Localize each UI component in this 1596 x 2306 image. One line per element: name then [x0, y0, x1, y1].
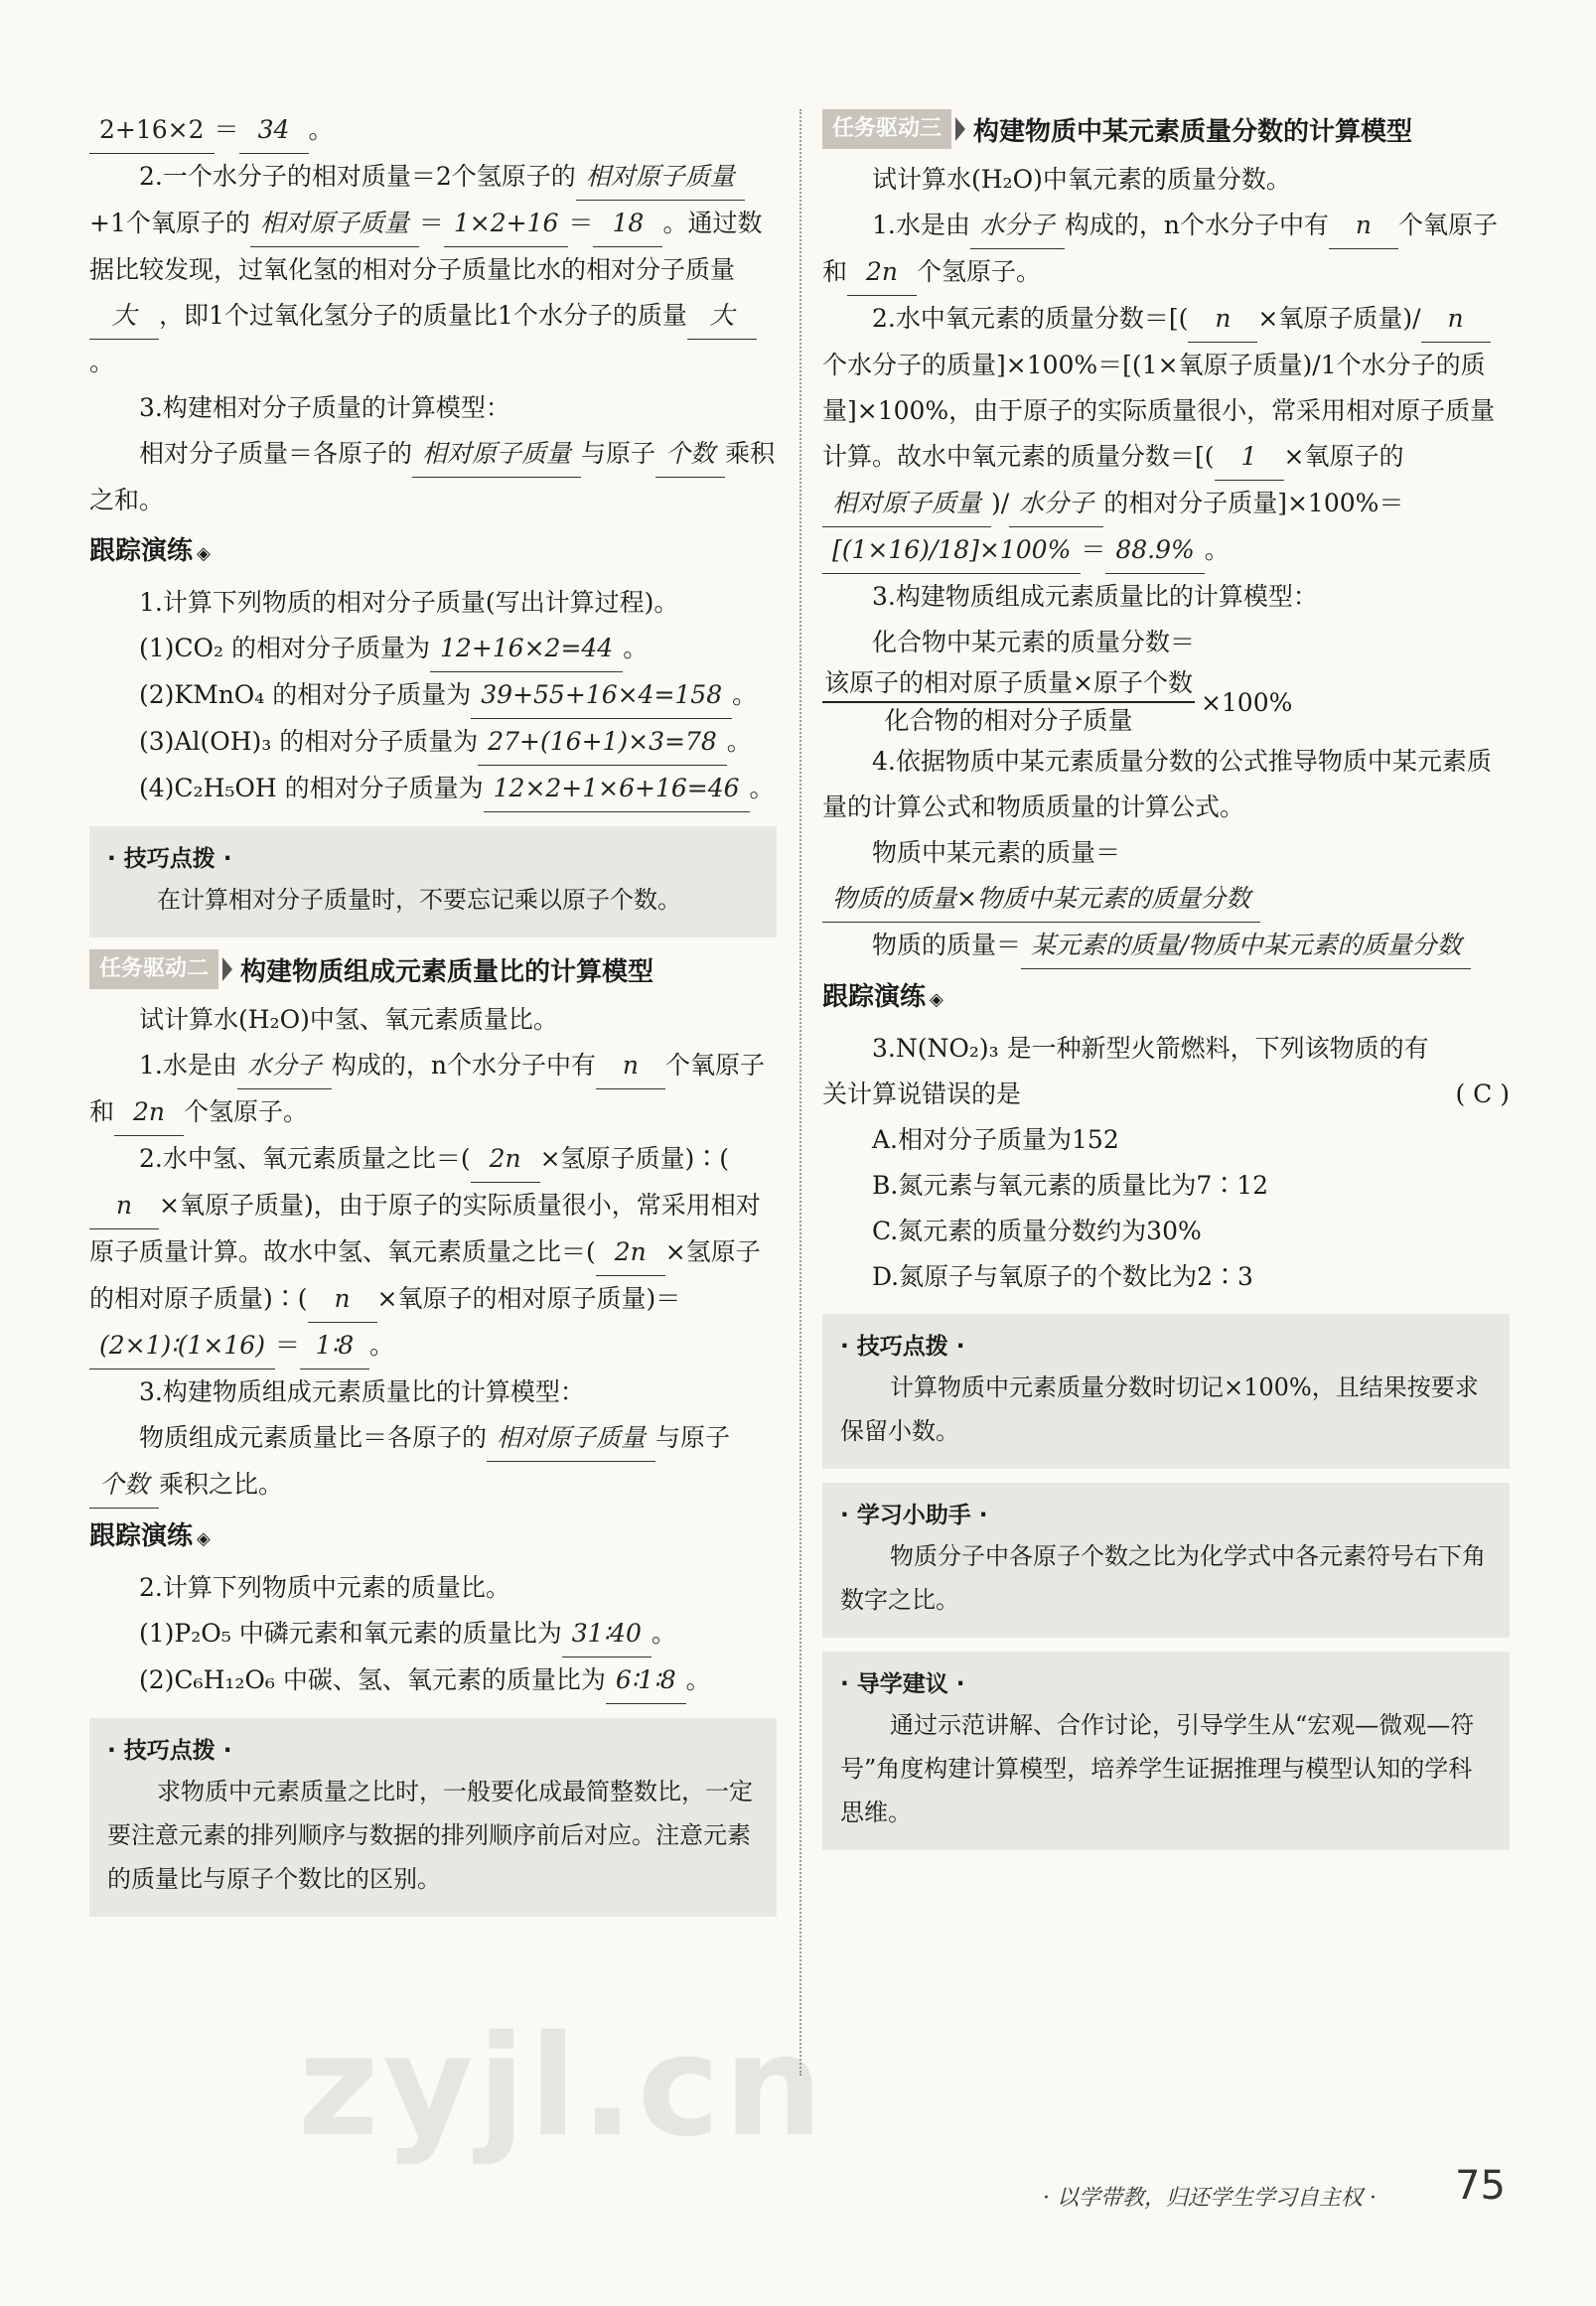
answer-blank: 2n	[471, 1136, 540, 1183]
answer-blank: 个数	[89, 1462, 159, 1509]
task-header-3	[822, 107, 1510, 151]
answer-blank: 大	[89, 293, 159, 340]
answer-blank: 1∶8	[300, 1323, 369, 1369]
text: 的相对分子质量]×100%＝	[1103, 489, 1404, 517]
track-heading-2	[89, 1516, 777, 1559]
text: ×氧原子的相对原子质量)＝	[376, 1284, 681, 1313]
substance-mass-formula	[822, 923, 1510, 969]
answer-blank: n	[1421, 296, 1491, 343]
question-3	[822, 1026, 1510, 1117]
answer-blank: n	[89, 1183, 159, 1229]
fraction	[822, 665, 1195, 739]
option-b: B.氮元素与氧元素的质量比为7∶12	[872, 1171, 1269, 1200]
text: (4)C₂H₅OH 的相对分子质量为	[139, 774, 484, 802]
answer-blank: n	[1188, 296, 1257, 343]
track-heading-1	[89, 531, 777, 574]
tip-box-5	[822, 1652, 1510, 1850]
text: 与原子	[581, 439, 656, 468]
text: ×氢原子的相对原子质量)∶(	[89, 1237, 761, 1313]
task3-step4: 4.依据物质中某元素质量分数的公式推导物质中某元素质量的计算公式和物质质量的计算公式。	[822, 747, 1492, 821]
paragraph-3: 3.构建相对分子质量的计算模型：	[139, 393, 510, 422]
tip-box-1	[89, 826, 777, 937]
answer-blank: 2+16×2	[89, 107, 215, 154]
text: ×氧原子质量)，由于原子的实际质量很小，常采用相对原子质量计算。故水中氢、氧元素质量之比＝(	[89, 1191, 761, 1266]
text: (2)C₆H₁₂O₆ 中碳、氢、氧元素的质量比为	[139, 1665, 606, 1694]
text: ，即1个过氧化氢分子的质量比1个水分子的质量	[159, 301, 687, 330]
question-1: 1.计算下列物质的相对分子质量(写出计算过程)。	[139, 588, 679, 617]
answer-blank: 相对原子质量	[250, 201, 419, 247]
text: 与原子	[655, 1423, 731, 1452]
fraction-numerator: 该原子的相对原子质量×原子个数	[822, 665, 1195, 703]
answer-blank: 12+16×2=44	[430, 626, 623, 672]
answer-blank: 个数	[655, 431, 725, 478]
task3-step2	[822, 296, 1510, 574]
tip-heading: · 技巧点拨 ·	[840, 1334, 965, 1360]
text: 2.水中氧元素的质量分数＝[(	[872, 304, 1189, 333]
answer-blank: 相对原子质量	[412, 431, 581, 478]
heading-text: 跟踪演练	[89, 536, 194, 566]
question-3-stem: 3.N(NO₂)₃ 是一种新型火箭燃料，下列该物质的有关计算说错误的是	[822, 1034, 1429, 1108]
task2-step1	[89, 1043, 777, 1136]
question-1-1: (1)CO₂ 的相对分子质量为 12+16×2=44 。	[89, 626, 777, 672]
text: 相对分子质量＝各原子的	[139, 439, 413, 468]
text: )/	[991, 489, 1010, 517]
text: ＝	[1081, 535, 1106, 564]
question-3-answer: ( C )	[1455, 1080, 1510, 1108]
task3-step3: 3.构建物质组成元素质量比的计算模型：	[872, 582, 1318, 611]
answer-blank: 水分子	[1009, 481, 1103, 527]
answer-blank: (2×1)∶(1×16)	[89, 1323, 275, 1369]
tip-text: 通过示范讲解、合作讨论，引导学生从“宏观—微观—符号”角度构建计算模型，培养学生证据推理与模型认知的学科思维。	[840, 1711, 1475, 1826]
model-formula-2	[89, 1415, 777, 1509]
diamond-icon: ◈	[197, 543, 211, 564]
tip-box-2	[89, 1718, 777, 1917]
paragraph-2	[89, 154, 777, 385]
tip-text: 求物质中元素质量之比时，一般要化成最简整数比，一定要注意元素的排列顺序与数据的排列顺序前后对应。注意元素的质量比与原子个数比的区别。	[107, 1778, 753, 1893]
track-heading-3	[822, 977, 1510, 1020]
text: ×氧原子质量)/	[1257, 304, 1421, 333]
task-title: 构建物质组成元素质量比的计算模型	[240, 956, 654, 987]
text: +1个氧原子的	[89, 209, 250, 237]
answer-blank: 2n	[114, 1089, 184, 1136]
tip-box-3	[822, 1314, 1510, 1469]
question-2-1: (1)P₂O₅ 中磷元素和氧元素的质量比为 31∶40 。	[89, 1611, 777, 1657]
text: 个氧原子和	[89, 1051, 765, 1126]
task-badge: 任务驱动二	[89, 949, 218, 989]
tip-heading: · 技巧点拨 ·	[107, 1738, 232, 1764]
element-mass-formula	[822, 830, 1510, 923]
task2-intro: 试计算水(H₂O)中氢、氧元素质量比。	[139, 1005, 558, 1034]
text: 2.水中氢、氧元素质量之比＝(	[139, 1144, 471, 1173]
text: 2.一个水分子的相对质量＝2个氢原子的	[139, 162, 576, 191]
question-1-2: (2)KMnO₄ 的相对分子质量为 39+55+16×4=158 。	[89, 672, 777, 719]
arrow-icon	[955, 117, 965, 141]
line1: 2+16×2 ＝ 34 。	[89, 107, 777, 154]
text: 物质中某元素的质量＝	[872, 838, 1121, 867]
text: (3)Al(OH)₃ 的相对分子质量为	[139, 727, 479, 756]
watermark: zyjl.cn	[298, 2006, 827, 2168]
task3-step3-formula-label: 化合物中某元素的质量分数＝	[872, 628, 1196, 656]
text: 。	[368, 1331, 394, 1360]
task3-intro: 试计算水(H₂O)中氧元素的质量分数。	[872, 165, 1291, 194]
diamond-icon: ◈	[930, 989, 943, 1010]
answer-blank: 18	[593, 201, 662, 247]
text: 。	[1204, 535, 1230, 564]
answer-blank: 相对原子质量	[576, 154, 745, 201]
answer-blank: 2n	[596, 1229, 665, 1276]
answer-blank: [(1×16)/18]×100%	[822, 527, 1081, 574]
answer-blank: 相对原子质量	[822, 481, 991, 527]
right-column	[822, 107, 1510, 1860]
answer-blank: n	[1329, 203, 1398, 249]
text: 物质的质量＝	[872, 931, 1022, 959]
text: 个氢原子。	[184, 1097, 309, 1126]
arrow-icon	[222, 957, 232, 981]
answer-blank: n	[596, 1043, 665, 1089]
heading-text: 跟踪演练	[822, 982, 927, 1012]
text: 个氢原子。	[917, 257, 1042, 286]
task2-step3: 3.构建物质组成元素质量比的计算模型：	[139, 1377, 585, 1406]
answer-blank: 31∶40	[562, 1611, 652, 1657]
question-2: 2.计算下列物质中元素的质量比。	[139, 1573, 510, 1602]
answer-blank: 1×2+16	[444, 201, 569, 247]
text: 构成的，n个水分子中有	[331, 1051, 596, 1080]
question-2-2: (2)C₆H₁₂O₆ 中碳、氢、氧元素的质量比为 6∶1∶8 。	[89, 1657, 777, 1704]
answer-blank: 相对原子质量	[487, 1415, 655, 1462]
tip-text: 物质分子中各原子个数之比为化学式中各元素符号右下角数字之比。	[840, 1542, 1486, 1614]
text: ＝	[568, 209, 594, 237]
answer-blank: 1	[1215, 434, 1284, 481]
tip-heading: · 学习小助手 ·	[840, 1503, 988, 1528]
text: ＝	[418, 209, 444, 237]
answer-blank: 水分子	[970, 203, 1065, 249]
tip-heading: · 技巧点拨 ·	[107, 846, 232, 872]
task-header-2	[89, 947, 777, 991]
answer-blank: 39+55+16×4=158	[471, 672, 732, 719]
text: (2)KMnO₄ 的相对分子质量为	[139, 680, 472, 709]
text: 。通过数据比较发现，过氧化氢的相对分子质量比水的相对分子质量	[89, 209, 763, 284]
answer-blank: 水分子	[237, 1043, 332, 1089]
option-c: C.氮元素的质量分数约为30%	[872, 1217, 1202, 1245]
answer-blank: 某元素的质量/物质中某元素的质量分数	[1021, 923, 1471, 969]
fraction-multiplier: ×100%	[1200, 687, 1293, 717]
left-column	[89, 107, 777, 1927]
answer-blank: 2n	[847, 249, 917, 296]
answer-blank: 88.9%	[1105, 527, 1204, 574]
tip-box-4	[822, 1483, 1510, 1638]
mass-fraction-formula	[822, 665, 1510, 739]
diamond-icon: ◈	[197, 1528, 211, 1549]
task-title: 构建物质中某元素质量分数的计算模型	[973, 116, 1413, 147]
option-d: D.氮原子与氧原子的个数比为2∶3	[872, 1262, 1253, 1291]
text: ×氢原子质量)∶(	[539, 1144, 730, 1173]
text: 乘积之和。	[89, 439, 776, 514]
text: ×氧原子的	[1283, 442, 1404, 471]
task2-step2	[89, 1136, 777, 1369]
text: 1.水是由	[139, 1051, 237, 1080]
text: 个水分子的质量]×100%＝[(1×氧原子质量)/1个水分子的质量]×100%，由于原子的实际质量很小，常采用相对原子质量计算。故水中氧元素的质量分数＝[(	[822, 351, 1496, 471]
tip-text: 计算物质中元素质量分数时切记×100%，且结果按要求保留小数。	[840, 1373, 1479, 1445]
task3-step1	[822, 203, 1510, 296]
text: 乘积之比。	[159, 1470, 284, 1499]
model-formula-1	[89, 431, 777, 523]
text: 1.水是由	[872, 211, 970, 239]
page-number: 75	[1455, 2163, 1506, 2209]
answer-blank: 大	[687, 293, 757, 340]
tip-text: 在计算相对分子质量时，不要忘记乘以原子个数。	[157, 886, 681, 914]
answer-blank: 27+(16+1)×3=78	[478, 719, 727, 766]
footer-slogan: · 以学带教，归还学生学习自主权 ·	[1043, 2186, 1377, 2211]
answer-blank: 12×2+1×6+16=46	[484, 766, 750, 812]
text: 物质组成元素质量比＝各原子的	[139, 1423, 488, 1452]
answer-blank: 物质的质量×物质中某元素的质量分数	[822, 876, 1260, 923]
question-1-3: (3)Al(OH)₃ 的相对分子质量为 27+(16+1)×3=78 。	[89, 719, 777, 766]
answer-blank: 34	[239, 107, 309, 154]
text: (1)P₂O₅ 中磷元素和氧元素的质量比为	[139, 1619, 562, 1648]
text: ＝	[274, 1331, 300, 1360]
fraction-denominator: 化合物的相对分子质量	[884, 706, 1133, 735]
column-divider	[799, 109, 801, 2076]
text: 构成的，n个水分子中有	[1064, 211, 1329, 239]
heading-text: 跟踪演练	[89, 1521, 194, 1551]
text: (1)CO₂ 的相对分子质量为	[139, 634, 431, 662]
answer-blank: 6∶1∶8	[606, 1657, 686, 1704]
text: 个氧原子和	[822, 211, 1498, 286]
tip-heading: · 导学建议 ·	[840, 1671, 965, 1697]
text: 。	[89, 348, 115, 376]
text: ＝	[214, 115, 239, 144]
option-a: A.相对分子质量为152	[872, 1125, 1119, 1154]
answer-blank: n	[308, 1276, 377, 1323]
question-1-4: (4)C₂H₅OH 的相对分子质量为 12×2+1×6+16=46 。	[89, 766, 777, 812]
task-badge: 任务驱动三	[822, 109, 951, 149]
